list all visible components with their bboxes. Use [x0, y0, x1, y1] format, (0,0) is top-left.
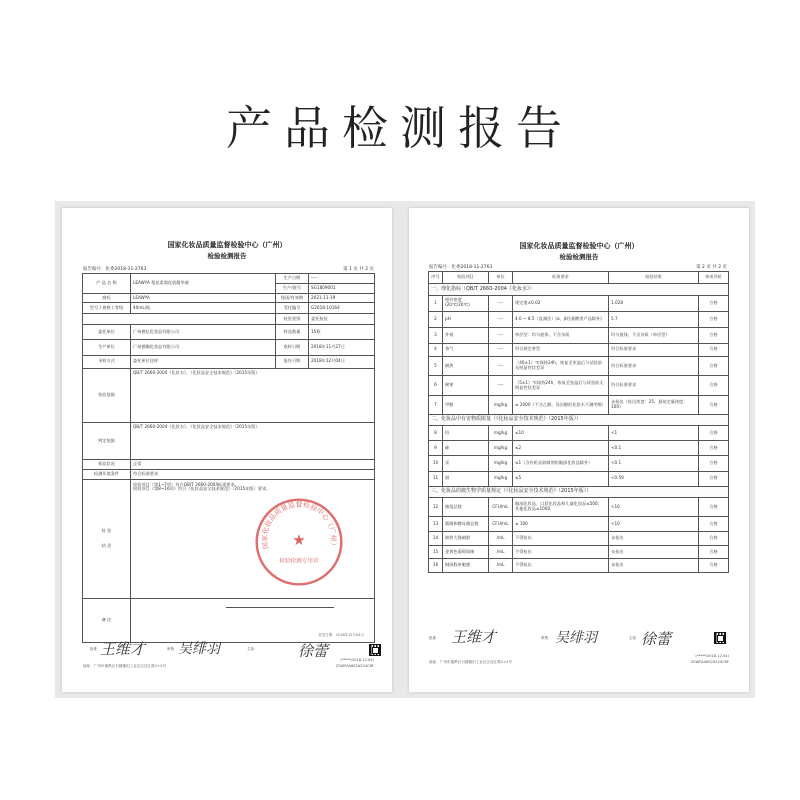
row-standard: （5±1）℃保持24h，恢复至室温后与试验前无明显性状差异	[513, 376, 609, 395]
row-item: pH	[443, 311, 489, 327]
row-standard: 符合规定香型	[513, 343, 609, 357]
results-table	[428, 271, 729, 573]
seal-text: 国家化妆品质量监督检验中心（广州）	[259, 499, 339, 551]
row-evaluation: 合格	[699, 497, 729, 516]
table-row	[429, 545, 729, 559]
table-row	[429, 471, 729, 486]
report-number: 报告编号：化委2018-11-2763	[429, 265, 493, 270]
row-item: 铅	[443, 426, 489, 441]
row-no: 12	[429, 497, 443, 516]
report-page-1	[62, 208, 392, 692]
row-evaluation: 合格	[699, 327, 729, 343]
row-standard: 不得检出	[513, 532, 609, 546]
row-no: 6	[429, 376, 443, 395]
row-standard: ≤2	[513, 441, 609, 456]
report-subtitle: 检验检测报告	[559, 253, 599, 261]
label-sample-state: 样品状况	[83, 460, 131, 470]
footer-code: ZSWFAA6S2AS24C8F	[335, 664, 374, 668]
row-standard: 单层型：均匀液体，不含杂质	[513, 327, 609, 343]
row-item: 甲醇	[443, 395, 489, 414]
approve-signature: 王维才	[451, 628, 497, 646]
label-expiry: 保质/有效期	[276, 293, 309, 303]
seal-inner-text: 检验检测专用章	[279, 558, 319, 565]
row-item: 耐寒	[443, 376, 489, 395]
row-evaluation: 合格	[699, 441, 729, 456]
header-standard: 标准要求	[513, 272, 609, 284]
page-info: 第 1 页 共 2 页	[343, 267, 374, 272]
table-row	[429, 376, 729, 395]
footer-date: (*****/2018.12.04)	[340, 658, 374, 662]
section-title: 二、化妆品中有害物质限量（《化妆品安全技术规范》（2015年版））	[429, 415, 729, 426]
row-unit: mg/kg	[489, 395, 513, 414]
review-label: 审核：	[167, 647, 178, 651]
value-judgement: QB/T 2660-2004《化妆水》、《化妆品安全技术规范》（2015年版）	[131, 423, 375, 460]
value-sampling: 委托单位送样	[131, 355, 276, 368]
footer-address: 地址：广州市番禺区石楼镇田工业区区连江路1+2号	[83, 664, 167, 668]
row-unit: mg/kg	[489, 426, 513, 441]
label-client: 委托单位	[83, 325, 131, 340]
review-label: 审核：	[541, 636, 552, 640]
row-result: 未检出	[609, 545, 699, 559]
value-sample-no: G2018-10164	[309, 303, 375, 314]
row-no: 9	[429, 441, 443, 456]
row-evaluation: 合格	[699, 532, 729, 546]
row-no: 1	[429, 295, 443, 311]
row-no: 7	[429, 395, 443, 414]
row-no: 15	[429, 545, 443, 559]
row-unit: /mL	[489, 545, 513, 559]
value-sample-qty: 15瓶	[309, 325, 375, 340]
row-standard: ≤1（含有机汞防腐剂的眼部化妆品除外）	[513, 455, 609, 471]
row-standard: 不得检出	[513, 545, 609, 559]
value-basis: QB/T 2660-2004《化妆水》、《化妆品安全技术规范》（2015年版）	[131, 368, 375, 422]
approve-label: 批准：	[429, 636, 440, 640]
row-item: 香气	[443, 343, 489, 357]
report-page-2	[409, 208, 749, 692]
main-inspector-label: 主检：	[629, 636, 640, 640]
svg-text:★: ★	[292, 530, 306, 549]
value-inspection-type: 委托检验	[309, 314, 375, 325]
row-unit: ----	[489, 343, 513, 357]
table-row	[429, 295, 729, 311]
value-trademark: LEAWYA	[131, 293, 276, 303]
main-inspector-signature: 徐蕾	[298, 642, 329, 660]
table-row	[429, 395, 729, 414]
row-evaluation: 合格	[699, 311, 729, 327]
row-item: 菌落总数	[443, 497, 489, 516]
review-signature: 吴绯羽	[555, 630, 597, 646]
row-result: <1	[609, 426, 699, 441]
row-unit: mg/kg	[489, 471, 513, 486]
header-no: 序号	[429, 272, 443, 284]
row-evaluation: 合格	[699, 357, 729, 376]
value-client: 广州德亿化妆品有限公司	[131, 325, 276, 340]
footer-address: 地址：广州市番禺区石楼镇田工业区区连江路1+2号	[429, 660, 513, 664]
row-item: 镉	[443, 471, 489, 486]
row-result: 1.028	[609, 295, 699, 311]
footer-code: ZSWFAA6S2AS24C8F	[690, 660, 729, 664]
row-unit: CFU/mL	[489, 497, 513, 516]
row-unit: mg/kg	[489, 455, 513, 471]
row-result: 未检出	[609, 532, 699, 546]
row-result: <10	[609, 517, 699, 532]
label-trademark: 商标	[83, 293, 131, 303]
table-row	[429, 559, 729, 573]
value-expiry: 2021-11-19	[309, 293, 375, 303]
label-sample-no: 受托编号	[276, 303, 309, 314]
row-item: 霉菌和酵母菌总数	[443, 517, 489, 532]
page-info: 第 2 页 共 2 页	[696, 265, 727, 270]
row-item: 砷	[443, 441, 489, 456]
row-item: 耐热	[443, 357, 489, 376]
row-standard: ≤ 2000（不含乙醇、异丙醇的化妆水不测甲醇）	[513, 395, 609, 414]
row-evaluation: 合格	[699, 455, 729, 471]
table-row	[429, 327, 729, 343]
row-item: 外观	[443, 327, 489, 343]
section-title: 三、化妆品的微生物学质量规定（《化妆品安全技术规范》（2015年版））	[429, 486, 729, 497]
row-no: 10	[429, 455, 443, 471]
row-evaluation: 合格	[699, 343, 729, 357]
footer-date: (*****/2018.12.04)	[695, 654, 729, 658]
report-number: 报告编号：化委2018-11-2763	[83, 267, 147, 272]
label-report-date: 报告日期	[276, 355, 309, 368]
row-item: 汞	[443, 455, 489, 471]
row-unit: ----	[489, 311, 513, 327]
label-basis: 检验依据	[83, 368, 131, 422]
table-row	[429, 517, 729, 532]
label-remarks: 备 注	[83, 599, 131, 643]
row-result: <0.1	[609, 441, 699, 456]
page-title: 产品检测报告	[226, 101, 574, 155]
row-unit: ----	[489, 295, 513, 311]
issue-date-value: 2018年12月04日	[335, 632, 364, 637]
row-item: 相对密度(20℃/20℃)	[443, 295, 489, 311]
row-standard: ≤10	[513, 426, 609, 441]
value-producer: 广州德飘化妆品有限公司	[131, 340, 276, 355]
row-no: 14	[429, 532, 443, 546]
label-model: 型号 / 规格 / 等级	[83, 303, 131, 314]
label-sample-qty: 样品数量	[276, 325, 309, 340]
official-seal-stamp	[252, 495, 346, 589]
row-result: 未检出	[609, 559, 699, 573]
approve-signature: 王维才	[100, 640, 146, 658]
row-no: 8	[429, 426, 443, 441]
row-result: <10	[609, 497, 699, 516]
table-row	[429, 311, 729, 327]
label-judgement: 判定依据	[83, 423, 131, 460]
table-row	[429, 532, 729, 546]
qr-code-icon	[369, 644, 381, 656]
row-item: 耐热大肠菌群	[443, 532, 489, 546]
institution-name: 国家化妆品质量监督检验中心（广州）	[167, 241, 287, 249]
row-evaluation: 合格	[699, 376, 729, 395]
label-production-date: 生产日期	[276, 274, 309, 284]
table-row	[429, 441, 729, 456]
table-row	[429, 426, 729, 441]
row-result: <0.59	[609, 471, 699, 486]
label-inspection-type: 检验类别	[276, 314, 309, 325]
row-no: 2	[429, 311, 443, 327]
value-model: 40mL/瓶	[131, 303, 276, 314]
section-title: 一、理化指标（QB/T 2660-2004《化妆水》）	[429, 284, 729, 295]
row-evaluation: 合格	[699, 517, 729, 532]
row-result: <0.1	[609, 455, 699, 471]
table-row	[429, 497, 729, 516]
row-evaluation: 合格	[699, 545, 729, 559]
row-standard: 不得检出	[513, 559, 609, 573]
row-result: 符合标准要求	[609, 376, 699, 395]
header-evaluation: 单项评价	[699, 272, 729, 284]
header-result: 检验结果	[609, 272, 699, 284]
row-no: 3	[429, 327, 443, 343]
row-evaluation: 合格	[699, 471, 729, 486]
issue-date-label: 签发日期：	[318, 632, 336, 637]
row-unit: ----	[489, 357, 513, 376]
table-row	[429, 455, 729, 471]
label-product-name: 产 品 名 称	[83, 274, 131, 294]
report-subtitle: 检验检测报告	[207, 252, 247, 260]
row-item: 铜绿假单胞菌	[443, 559, 489, 573]
row-no: 16	[429, 559, 443, 573]
row-evaluation: 合格	[699, 426, 729, 441]
label-received: 收样日期	[276, 340, 309, 355]
value-sample-state: 正常	[131, 460, 375, 470]
value-batch: SG1809001	[309, 283, 375, 293]
header-item: 检验项目	[443, 272, 489, 284]
table-row	[429, 357, 729, 376]
row-no: 11	[429, 471, 443, 486]
label-sampling: 采样方式	[83, 355, 131, 368]
label-batch: 生产/批号	[276, 283, 309, 293]
value-product-name: LEAWYA 梨花柔润化肌精华液	[131, 274, 276, 294]
remarks-line	[226, 607, 334, 608]
main-inspector-signature: 徐蕾	[641, 630, 672, 648]
value-production-date: ----	[309, 274, 375, 284]
row-unit: mg/kg	[489, 441, 513, 456]
row-result: 5.7	[609, 311, 699, 327]
row-result: 均匀液体，不含杂质（单层型）	[609, 327, 699, 343]
qr-code-icon	[714, 632, 726, 644]
row-standard: 4.0 ~ 8.5（直测法）(α、β羟基酸类产品除外)	[513, 311, 609, 327]
row-unit: /mL	[489, 559, 513, 573]
value-report-date: 2018年12月04日	[309, 355, 375, 368]
label-environment: 检测环境条件	[83, 469, 131, 479]
main-inspector-label: 主检：	[247, 647, 258, 651]
row-standard: ≤ 100	[513, 517, 609, 532]
row-no: 5	[429, 357, 443, 376]
row-standard: 眼部化妆品、口唇化妆品和儿童化妆品≤500；其他化妆品≤1000	[513, 497, 609, 516]
approve-label: 批准：	[90, 647, 101, 651]
row-standard: （40±1）℃保持24h，恢复至室温后与试验前无明显性状差异	[513, 357, 609, 376]
row-result: 符合标准要求	[609, 357, 699, 376]
conclusion-line-1: 检验项目（第1~7项）符合QB/T 2660-2004标准要求。	[133, 481, 239, 487]
row-evaluation: 合格	[699, 395, 729, 414]
institution-name: 国家化妆品质量监督检验中心（广州）	[519, 242, 639, 250]
row-unit: ----	[489, 376, 513, 395]
row-result: 未检出（检出浓度：25，最低定量浓度：100）	[609, 395, 699, 414]
conclusion-line-2: 检验项目（第8~16项）符合《化妆品安全技术规范》（2015年版）要求。	[133, 486, 271, 492]
table-row	[429, 343, 729, 357]
row-unit: /mL	[489, 532, 513, 546]
row-result: 符合标准要求	[609, 343, 699, 357]
value-environment: 符合标准要求	[131, 469, 375, 479]
row-standard: ≤5	[513, 471, 609, 486]
row-unit: CFU/mL	[489, 517, 513, 532]
label-conclusion: 检 验 结 论	[83, 479, 131, 599]
row-evaluation: 合格	[699, 295, 729, 311]
row-unit: ----	[489, 327, 513, 343]
row-standard: 规定值±0.02	[513, 295, 609, 311]
row-no: 4	[429, 343, 443, 357]
value-received: 2018年11月27日	[309, 340, 375, 355]
review-signature: 吴绯羽	[178, 641, 220, 657]
row-evaluation: 合格	[699, 559, 729, 573]
row-item: 金黄色葡萄球菌	[443, 545, 489, 559]
row-no: 13	[429, 517, 443, 532]
header-unit: 单位	[489, 272, 513, 284]
label-producer: 生产单位	[83, 340, 131, 355]
